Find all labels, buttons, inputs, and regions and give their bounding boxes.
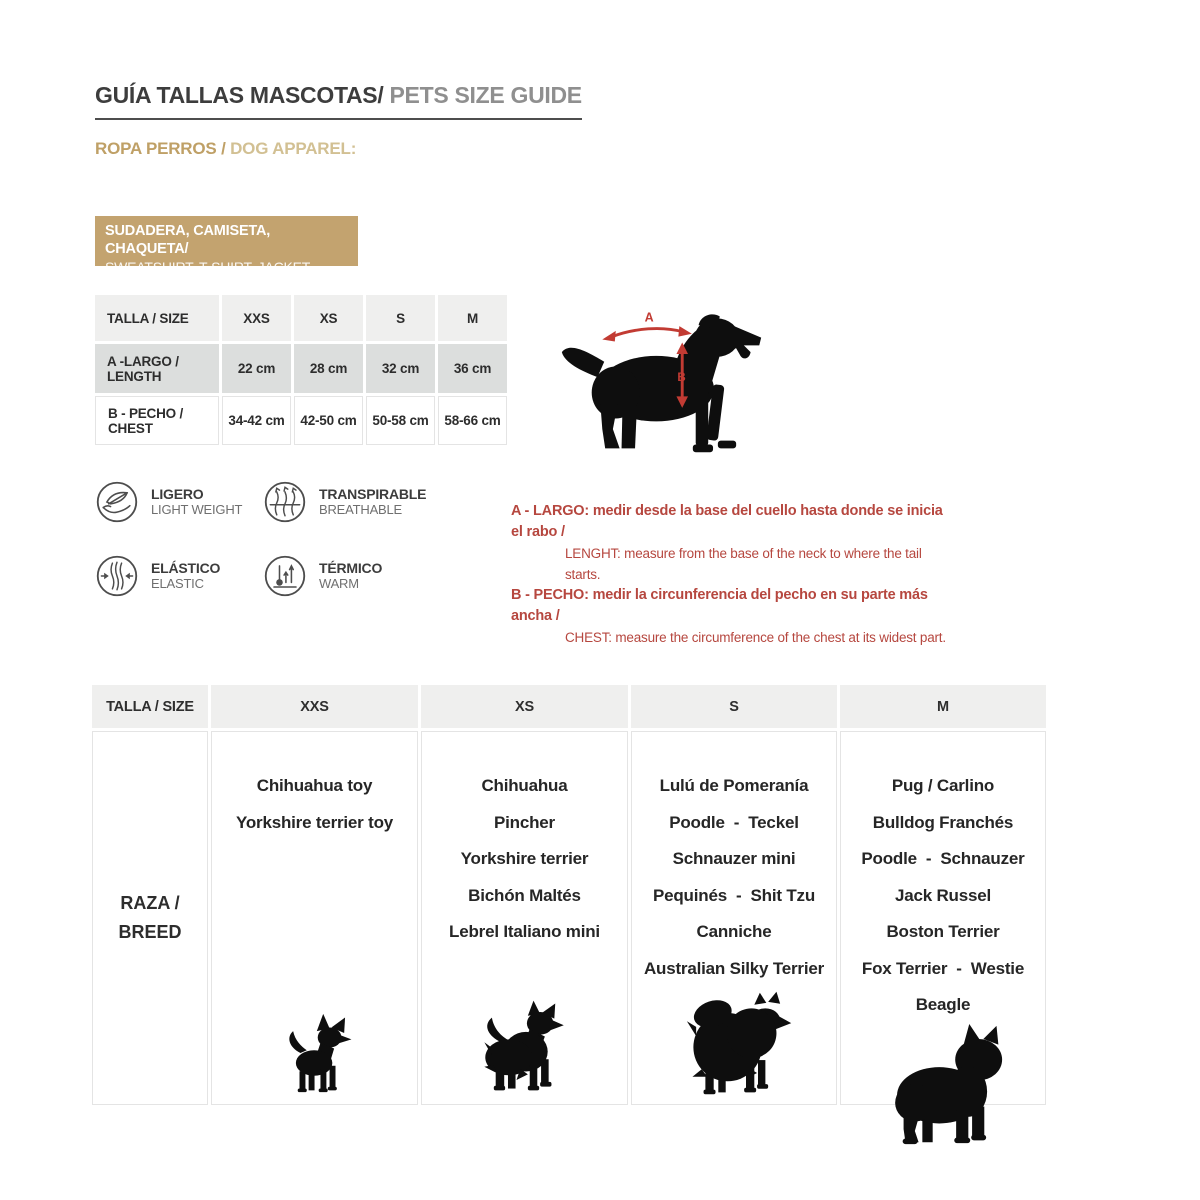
note-a-spanish: A - LARGO: medir desde la base del cuello hasta donde se inicia el rabo / [511,503,943,540]
longhair-chihuahua-silhouette-icon [473,998,577,1094]
header-s: S [631,685,837,728]
breed-item: Poodle - Schnauzer [861,849,1025,868]
arrow-a-label: A [644,310,654,325]
header-m: M [438,295,507,341]
subtitle-english: DOG APPAREL: [230,139,357,158]
breed-label: BREED [118,922,182,942]
feature-name-en: LIGHT WEIGHT [151,502,243,517]
section-subtitle [95,139,356,159]
feature-name-es: ELÁSTICO [151,560,221,576]
breed-item: Pug / Carlino [891,776,995,795]
breed-table-header [92,685,1048,728]
stretch-arrows-icon [95,554,139,598]
breed-item: Lulú de Pomeranía [659,776,809,795]
header-s: S [366,295,435,341]
feature-name-es: TRANSPIRABLE [319,486,427,502]
length-xs: 28 cm [294,344,363,393]
chest-row [95,396,507,445]
breed-item: Pincher [494,812,555,832]
breed-cell-m [840,731,1046,1105]
note-b-spanish: B - PECHO: medir la circunferencia del pecho en su parte más ancha / [511,587,928,624]
header-talla-size: TALLA / SIZE [95,295,219,341]
length-s: 32 cm [366,344,435,393]
breed-item: Bichón Maltés [468,885,581,905]
header-xs: XS [421,685,628,728]
chest-m: 58-66 cm [438,396,507,445]
chihuahua-silhouette-icon [274,1012,356,1094]
breed-list [644,732,824,987]
breed-list [449,732,600,951]
breed-item: Chihuahua toy [256,776,373,795]
pomeranian-silhouette-icon [674,987,794,1099]
feature-lightweight [95,480,263,524]
length-xxs: 22 cm [222,344,291,393]
raza-label: RAZA / [120,893,180,913]
breed-item: Beagle [915,995,971,1014]
note-a-english: LENGHT: measure from the base of the neck to where the tail starts. [565,546,922,582]
breed-item: Jack Russel [894,885,992,905]
feature-name-es: LIGERO [151,486,204,502]
row-label-breed [92,731,208,1105]
breed-list [236,732,393,841]
breed-item: Pequinés - Shit Tzu [652,885,816,905]
breed-item: Yorkshire terrier toy [235,812,394,832]
breed-item: Canniche [696,922,772,941]
header-talla-size: TALLA / SIZE [92,685,208,728]
breed-item: Fox Terrier - Westie [861,958,1025,978]
breed-item: Lebrel Italiano mini [449,922,600,941]
feature-icon-grid [95,480,445,598]
title-spanish: GUÍA TALLAS MASCOTAS/ [95,82,384,108]
breed-size-table [92,685,1048,1105]
category-spanish: SUDADERA, CAMISETA, CHAQUETA/ [105,223,271,257]
chest-s: 50-58 cm [366,396,435,445]
breed-item: Schnauzer mini [672,849,796,868]
feature-elastic [95,554,263,598]
length-label: A -LARGO / LENGTH [95,344,219,393]
airflow-icon [263,480,307,524]
feather-hand-icon [95,480,139,524]
chest-xs: 42-50 cm [294,396,363,445]
arrow-b-label: B [677,371,686,384]
french-bulldog-silhouette-icon [877,1024,1009,1146]
header-xxs: XXS [222,295,291,341]
breed-list [861,732,1024,1024]
breed-item: Bulldog Franchés [872,812,1014,832]
feature-name-en: BREATHABLE [319,502,403,517]
category-banner [95,216,358,275]
dog-measuring-diagram [556,302,768,458]
breed-item: Yorkshire terrier [460,849,589,868]
feature-breathable [263,480,445,524]
breed-item: Chihuahua [481,776,568,795]
breed-item: Boston Terrier [886,922,1000,941]
breed-cell-s [631,731,837,1105]
feature-name-es: TÉRMICO [319,560,383,576]
feature-warm [263,554,445,598]
page-title [95,82,582,120]
size-measurement-table [92,292,510,448]
table-header-row [95,295,507,341]
breed-item: Australian Silky Terrier [643,958,825,978]
breed-item: Poodle - Teckel [669,812,799,832]
measuring-instructions [511,501,951,648]
category-english: SWEATSHIRT, T-SHIRT, JACKET [105,259,311,275]
breed-cell-xxs [211,731,418,1105]
header-xs: XS [294,295,363,341]
length-row [95,344,507,393]
header-xxs: XXS [211,685,418,728]
thermometer-icon [263,554,307,598]
breed-cell-xs [421,731,628,1105]
labrador-silhouette-icon [556,302,768,458]
header-m: M [840,685,1046,728]
chest-xxs: 34-42 cm [222,396,291,445]
feature-name-en: ELASTIC [151,576,204,591]
chest-label: B - PECHO / CHEST [95,396,219,445]
note-b-english: CHEST: measure the circumference of the chest at its widest part. [565,630,946,645]
length-m: 36 cm [438,344,507,393]
feature-name-en: WARM [319,576,359,591]
title-english: PETS SIZE GUIDE [383,82,582,108]
subtitle-spanish: ROPA PERROS / [95,139,231,158]
